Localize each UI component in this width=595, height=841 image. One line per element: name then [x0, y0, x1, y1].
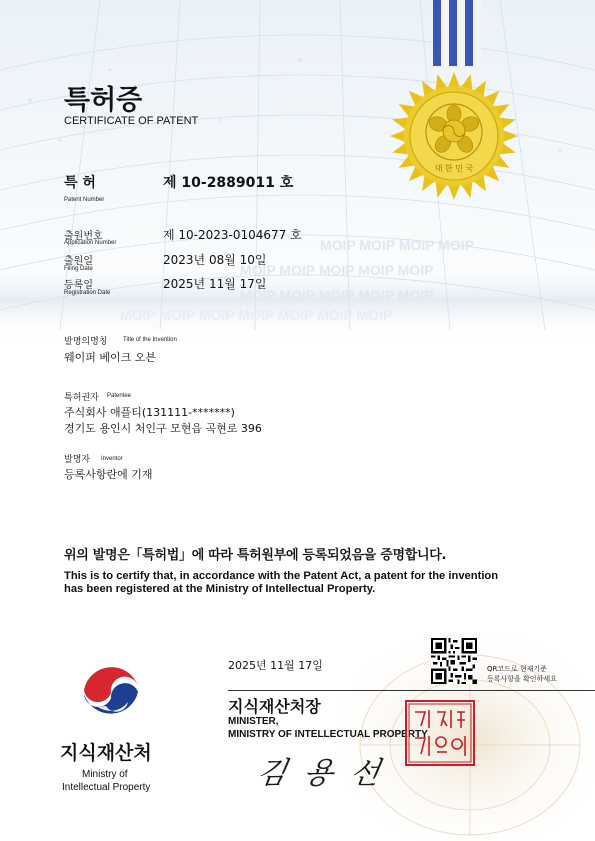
filing-date-label-en: Filing Date: [64, 266, 93, 272]
application-number-value: 제 10-2023-0104677 호: [163, 228, 302, 242]
inventor-label-en: Inventor: [101, 456, 123, 462]
inventor-value: 등록사항란에 기재: [64, 468, 153, 481]
certificate-title: 특허증: [64, 85, 143, 116]
patentee-address: 경기도 용인시 처인구 모현읍 곡현로 396: [64, 422, 262, 435]
handwritten-signature: 김 용 선: [254, 756, 387, 791]
signer-title-ko: 지식재산처장: [228, 697, 321, 716]
registration-date-value: 2025년 11월 17일: [163, 277, 267, 291]
national-gold-seal: [388, 70, 520, 202]
patent-number-value: 제 10-2889011 호: [163, 175, 294, 191]
verification-qr-code[interactable]: [431, 638, 477, 684]
qr-note-line1: QR코드로 현재기준: [487, 665, 547, 673]
certification-statement-ko: 위의 발명은「특허법」에 따라 특허원부에 등록되었음을 증명합니다.: [64, 548, 447, 563]
signature-divider: [228, 690, 595, 691]
ministry-name-ko: 지식재산처: [60, 742, 152, 764]
filing-date-value: 2023년 08월 10일: [163, 253, 267, 267]
svg-text:MOIP MOIP MOIP MOIP MOIP: MOIP MOIP MOIP MOIP MOIP: [240, 262, 434, 278]
certificate-subtitle: CERTIFICATE OF PATENT: [64, 115, 199, 127]
inventor-label: 발명자: [64, 455, 91, 465]
ministry-name-en-line1: Ministry of: [82, 769, 128, 780]
official-red-stamp: [405, 700, 475, 766]
signer-title-en-line1: MINISTER,: [228, 716, 279, 727]
patent-number-label: 특 허: [64, 175, 96, 191]
registration-date-label-en: Registration Date: [64, 290, 111, 296]
patentee-name: 주식회사 애플티(131111-*******): [64, 406, 235, 419]
ministry-taegeuk-logo: [76, 660, 146, 730]
certification-statement-en-line2: has been registered at the Ministry of Intellectual Property.: [64, 583, 376, 595]
invention-title-label-en: Title of the Invention: [123, 337, 177, 343]
seal-text: 대 한 민 국: [434, 164, 474, 173]
invention-title-label: 발명의명칭: [64, 337, 108, 347]
svg-text:MOIP MOIP MOIP MOIP MOIP MOIP: MOIP MOIP MOIP MOIP MOIP MOIP MOIP: [120, 307, 393, 323]
application-number-label: 출원번호: [64, 231, 103, 242]
signer-title-en-line2: MINISTRY OF INTELLECTUAL PROPERTY: [228, 729, 428, 740]
svg-text:MOIP MOIP MOIP MOIP MOIP: MOIP MOIP MOIP MOIP MOIP: [240, 287, 434, 303]
svg-text:MOIP MOIP MOIP MOIP: MOIP MOIP MOIP MOIP: [320, 237, 475, 253]
patentee-label: 특허권자: [64, 393, 99, 403]
issue-date: 2025년 11월 17일: [228, 659, 323, 672]
ministry-name-en-line2: Intellectual Property: [62, 782, 151, 793]
seal-ribbons: [433, 0, 481, 66]
registration-date-label: 등록일: [64, 280, 93, 291]
certification-statement-en-line1: This is to certify that, in accordance with the Patent Act, a patent for the invention: [64, 570, 499, 582]
application-number-label-en: Application Number: [64, 240, 117, 246]
invention-title-value: 웨이퍼 베이크 오븐: [64, 351, 157, 364]
patent-number-label-en: Patent Number: [64, 197, 105, 203]
filing-date-label: 출원일: [64, 256, 93, 267]
qr-note-line2: 등록사항을 확인하세요: [487, 675, 557, 683]
patentee-label-en: Patentee: [107, 393, 132, 399]
